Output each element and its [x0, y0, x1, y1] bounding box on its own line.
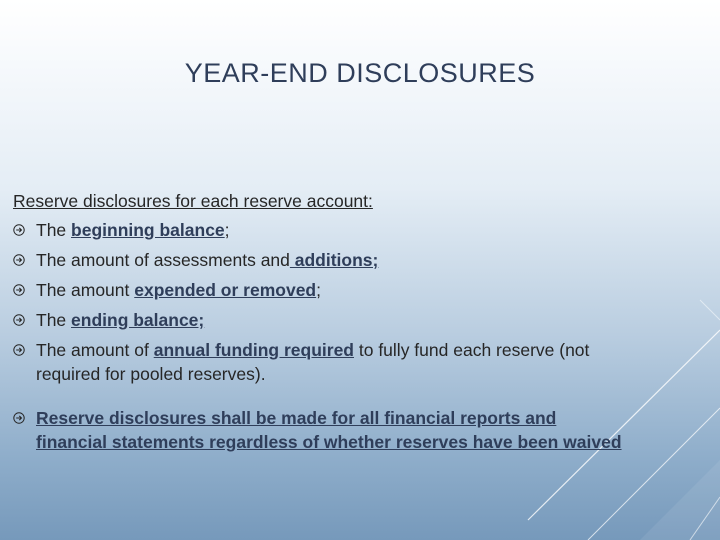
item-text: The amount of assessments and	[36, 250, 290, 270]
final-line-2: financial statements regardless of whether reserves have been waived	[36, 432, 622, 452]
circled-right-arrow-icon	[13, 338, 27, 362]
final-line-1: Reserve disclosures shall be made for all financial reports and	[36, 408, 557, 428]
circled-right-arrow-icon	[13, 278, 27, 302]
item-emphasis: ending balance;	[71, 310, 205, 330]
item-emphasis: expended or removed	[134, 280, 317, 300]
circled-right-arrow-icon	[13, 218, 27, 242]
item-emphasis: beginning balance	[71, 220, 225, 240]
item-emphasis: annual funding required	[153, 340, 354, 360]
item-text-end: to fully fund each reserve (not	[354, 340, 590, 360]
item-text: The amount of	[36, 340, 154, 360]
list-item	[13, 218, 713, 242]
item-text-end: ;	[316, 280, 321, 300]
list-item	[13, 338, 713, 386]
slide-body	[13, 190, 713, 460]
page-title: YEAR-END DISCLOSURES	[184, 58, 536, 88]
item-text-end: ;	[224, 220, 230, 240]
item-continuation: required for pooled reserves).	[36, 364, 266, 384]
item-text: The	[36, 310, 72, 330]
item-text: The amount	[36, 280, 135, 300]
list-item	[13, 308, 713, 332]
list-item	[13, 278, 713, 302]
circled-right-arrow-icon	[13, 406, 27, 430]
circled-right-arrow-icon	[13, 308, 27, 332]
final-statement	[13, 406, 713, 454]
item-emphasis: additions;	[289, 250, 379, 270]
item-text: The	[36, 220, 72, 240]
circled-right-arrow-icon	[13, 248, 27, 272]
list-item	[13, 248, 713, 272]
intro-text: Reserve disclosures for each reserve account:	[13, 191, 373, 211]
